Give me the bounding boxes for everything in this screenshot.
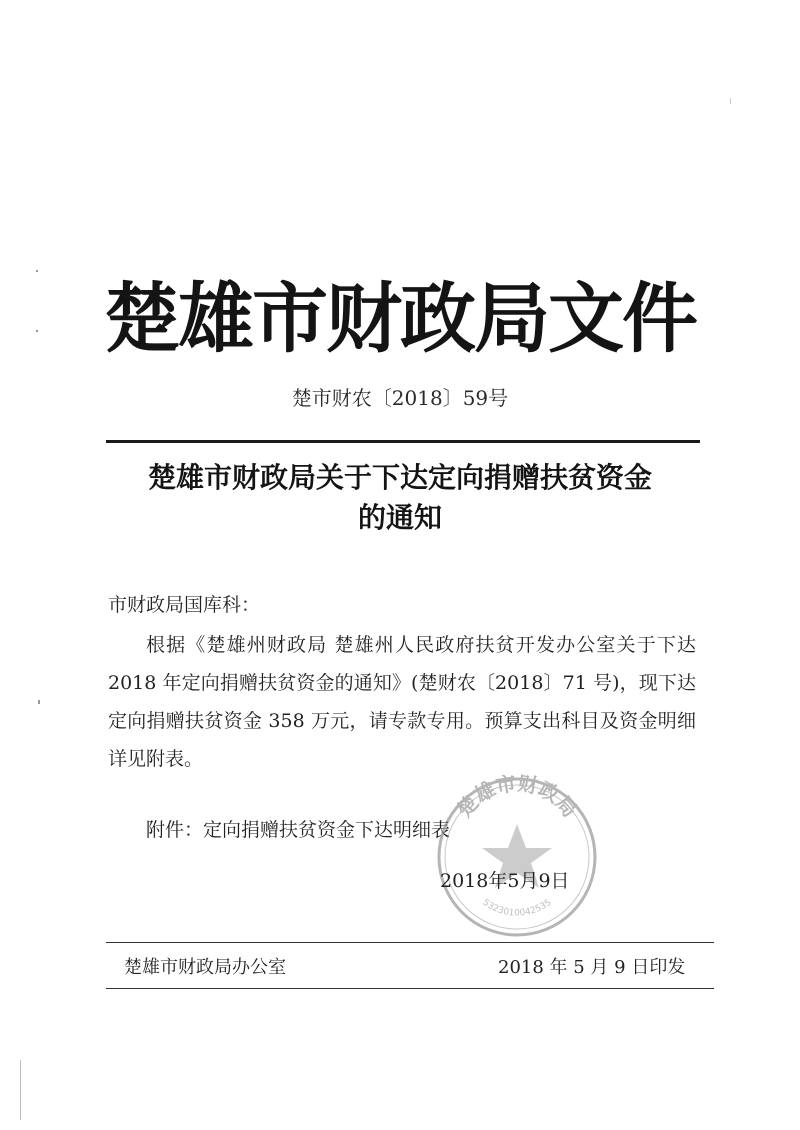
scan-artifact-mark — [730, 98, 731, 104]
notice-title-line-1: 楚雄市财政局关于下达定向捐赠扶贫资金 — [147, 461, 652, 494]
body-paragraph: 根据《楚雄州财政局 楚雄州人民政府扶贫开发办公室关于下达 2018 年定向捐赠扶贫资金的通知》(楚财农〔2018〕71 号)，现下达定向捐赠扶贫资金 358 万元，请专款专用。预算支出科目及资金明细详见附表。 — [108, 634, 696, 770]
notice-title — [0, 458, 800, 538]
official-seal-stamp — [432, 772, 602, 942]
attachment-note: 附件：定向捐赠扶贫资金下达明细表 — [146, 819, 451, 841]
svg-text:楚雄市财政局: 楚雄市财政局 — [451, 772, 583, 822]
footer-divider-top — [106, 942, 714, 943]
scan-artifact-mark — [36, 330, 38, 332]
footer-divider-bottom — [106, 988, 714, 989]
agency-title: 楚雄市财政局文件 — [104, 274, 696, 363]
header-divider — [106, 440, 700, 443]
addressee: 市财政局国库科： — [108, 594, 261, 616]
document-number: 楚市财农〔2018〕59号 — [291, 386, 509, 410]
notice-title-line-2: 的通知 — [357, 501, 442, 534]
footer-issuer: 楚雄市财政局办公室 — [124, 957, 286, 978]
footer-issue-date: 2018 年 5 月 9 日印发 — [498, 957, 686, 978]
svg-text:5323010042535: 5323010042535 — [480, 897, 554, 919]
scan-artifact-mark — [20, 1060, 21, 1120]
signature-date: 2018年5月9日 — [440, 870, 570, 892]
scan-artifact-mark — [36, 270, 38, 272]
scan-artifact-mark — [38, 700, 40, 704]
